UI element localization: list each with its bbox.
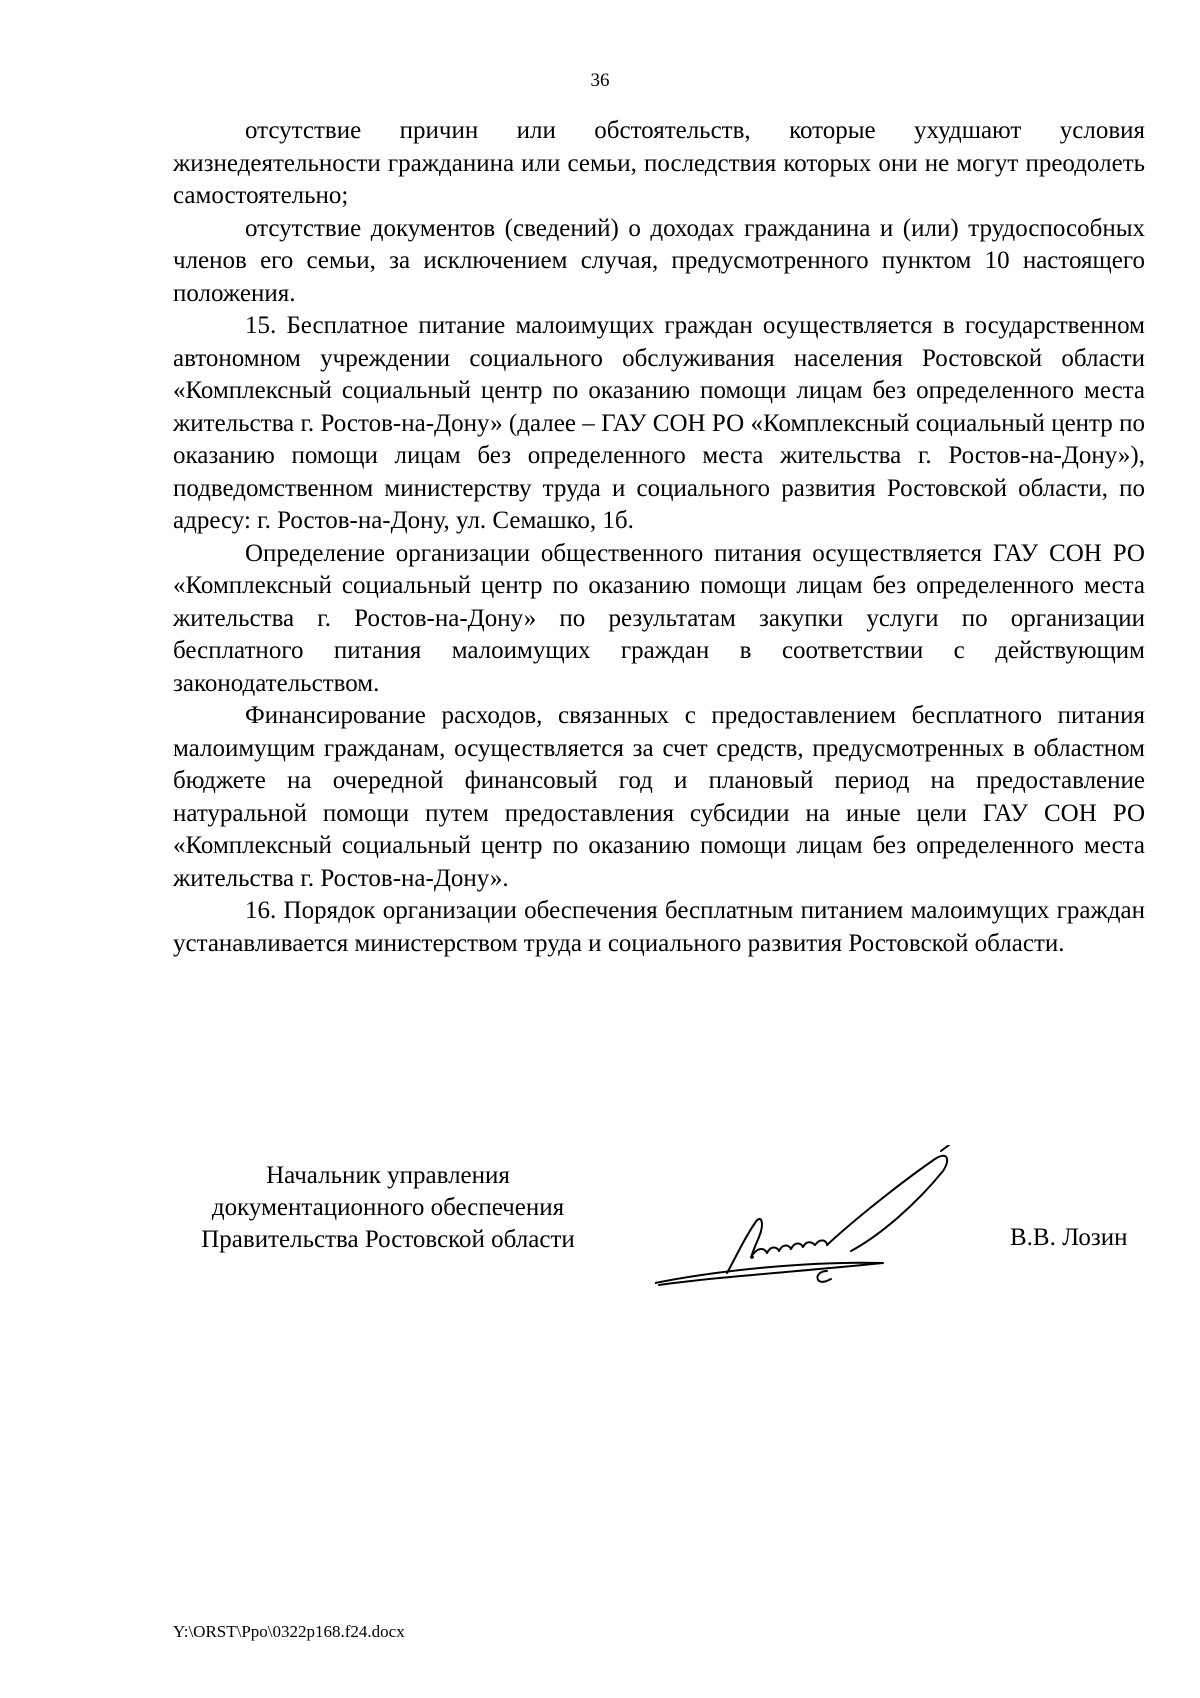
position-line: Правительства Ростовской области xyxy=(201,1226,575,1253)
signer-name: В.В. Лозин xyxy=(1010,1224,1128,1251)
page-number: 36 xyxy=(590,70,610,91)
handwritten-signature xyxy=(655,1145,975,1295)
file-path: Y:\ORST\Ppo\0322p168.f24.docx xyxy=(173,1622,405,1641)
paragraph: 16. Порядок организации обеспечения бесплатным питанием малоимущих граждан устанавливается министерством труда и социального развития Ростовской области. xyxy=(173,897,1145,957)
paragraph: отсутствие документов (сведений) о доходах гражданина и (или) трудоспособных членов его семьи, за исключением случая, предусмотренного пунктом 10 настоящего положения. xyxy=(173,214,1145,307)
paragraph: Финансирование расходов, связанных с предоставлением бесплатного питания малоимущим гражданам, осуществляется за счет средств, предусмотренных в областном бюджете на очередной финансовый год и плановый период на предоставление натуральной помощи путем предоставления субсидии на иные цели ГАУ СОН РО «Комплексный социальный центр по оказанию помощи лицам без определенного места жительства г. Ростов-на-Дону». xyxy=(173,702,1145,892)
paragraph: 15. Бесплатное питание малоимущих граждан осуществляется в государственном автономном учреждении социального обслуживания населения Ростовской области «Комплексный социальный центр по оказанию помощи лицам без определенного места жительства г. Ростов-на-Дону» (далее – ГАУ СОН РО «Комплексный социальный центр по оказанию помощи лицам без определенного места жительства г. Ростов-на-Дону»), подведомственном министерству труда и социального развития Ростовской области, по адресу: г. Ростов-на-Дону, ул. Семашко, 1б. xyxy=(173,312,1145,534)
paragraph: отсутствие причин или обстоятельств, которые ухудшают условия жизнедеятельности гражданина или семьи, последствия которых они не могут преодолеть самостоятельно; xyxy=(173,117,1145,209)
position-line: документационного обеспечения xyxy=(211,1194,565,1221)
position-line: Начальник управления xyxy=(266,1162,510,1189)
document-body xyxy=(173,115,1145,960)
paragraph: Определение организации общественного питания осуществляется ГАУ СОН РО «Комплексный социальный центр по оказанию помощи лицам без определенного места жительства г. Ростов-на-Дону» по результатам закупки услуги по организации бесплатного питания малоимущих граждан в соответствии с действующим законодательством. xyxy=(173,539,1145,697)
signatory-position xyxy=(173,1160,603,1256)
